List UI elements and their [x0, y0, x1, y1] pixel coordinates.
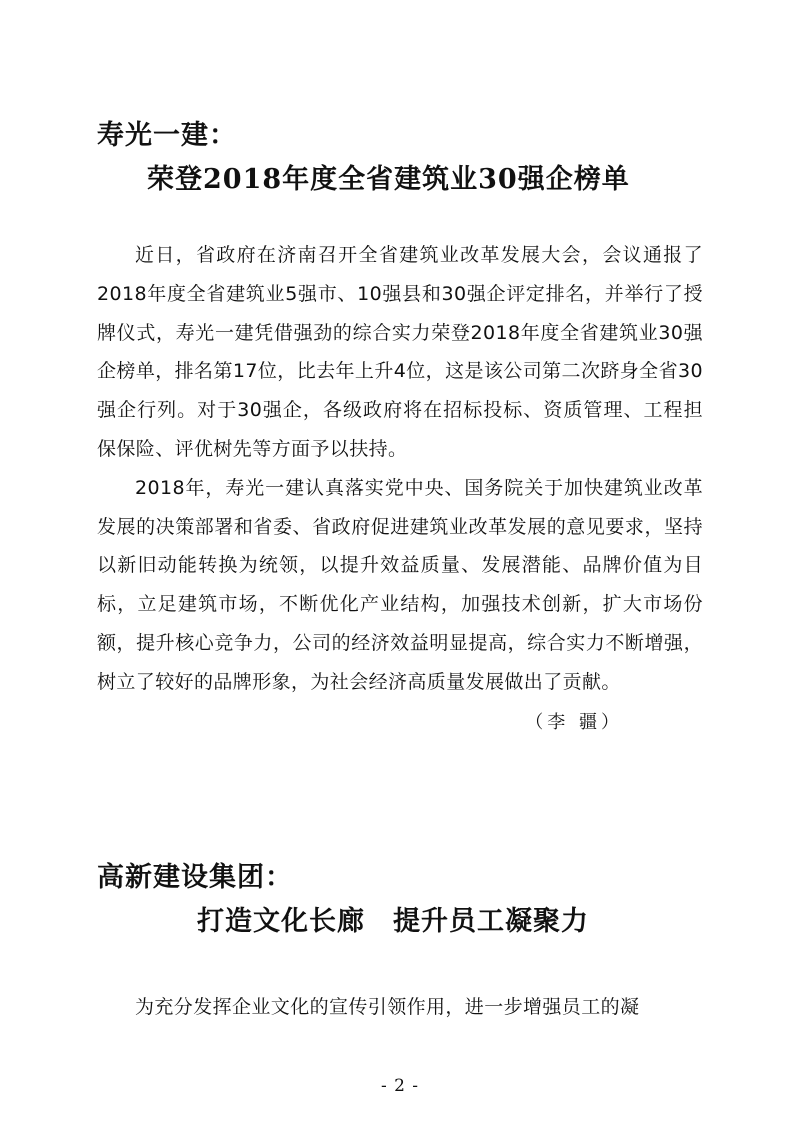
article-gaoxin: [97, 858, 703, 1027]
paragraph: 2018年，寿光一建认真落实党中央、国务院关于加快建筑业改革发展的决策部署和省委、省政府促进建筑业改革发展的意见要求，坚持以新旧动能转换为统领，以提升效益质量、发展潜能、品牌价值为目标，立足建筑市场，不断优化产业结构，加强技术创新，扩大市场份额，提升核心竞争力，公司的经济效益明显提高，综合实力不断增强，树立了较好的品牌形象，为社会经济高质量发展做出了贡献。: [97, 476, 703, 693]
article-body: [97, 988, 703, 1027]
article-subtitle: 荣登2018年度全省建筑业30强企榜单: [147, 164, 630, 195]
article-title: 高新建设集团：: [97, 862, 293, 893]
paragraph: 近日，省政府在济南召开全省建筑业改革发展大会，会议通报了2018年度全省建筑业5强市、10强县和30强企评定排名，并举行了授牌仪式，寿光一建凭借强劲的综合实力荣登2018年度全省建筑业30强企榜单，排名第17位，比去年上升4位，这是该公司第二次跻身全省30强企行列。对于30强企，各级政府将在招标投标、资质管理、工程担保保险、评优树先等方面予以扶持。: [97, 244, 703, 460]
author-byline: （李 疆）: [525, 711, 623, 733]
article-title: 寿光一建：: [97, 120, 237, 151]
paragraph: 为充分发挥企业文化的宣传引领作用，进一步增强员工的凝: [135, 996, 640, 1018]
article-shouguang: [97, 116, 703, 742]
article-subtitle: 打造文化长廊 提升员工凝聚力: [197, 906, 589, 937]
article-body: [97, 236, 703, 702]
page-number: - 2 -: [380, 1076, 420, 1096]
